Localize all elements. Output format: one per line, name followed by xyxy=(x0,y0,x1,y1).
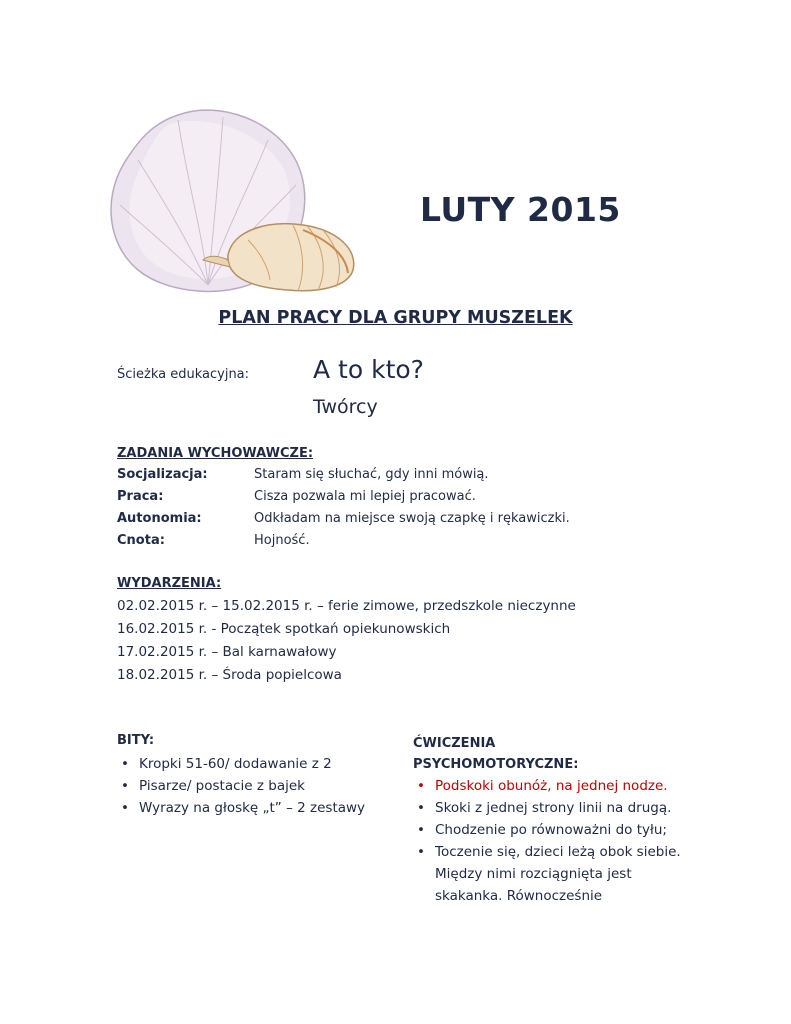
task-row xyxy=(117,489,476,504)
task-row xyxy=(117,533,310,548)
shell-illustration xyxy=(108,105,370,295)
list-item: • Chodzenie po równoważni do tyłu; xyxy=(413,819,698,841)
event-item: 02.02.2015 r. – 15.02.2015 r. – ferie zimowe, przedszkole nieczynne xyxy=(117,598,576,614)
event-item: 18.02.2015 r. – Środa popielcowa xyxy=(117,667,342,683)
task-row xyxy=(117,511,570,526)
event-item: 16.02.2015 r. - Początek spotkań opiekunowskich xyxy=(117,621,451,637)
list-item: • Podskoki obunóż, na jednej nodze. xyxy=(413,775,698,797)
task-key: Cnota: xyxy=(117,533,165,548)
task-key: Praca: xyxy=(117,489,164,504)
exercises-heading-line1: ĆWICZENIA xyxy=(413,736,496,751)
list-item: • Kropki 51-60/ dodawanie z 2 xyxy=(117,753,407,775)
list-item: • Wyrazy na głoskę „t” – 2 zestawy xyxy=(117,797,407,819)
path-title: A to kto? xyxy=(313,355,424,384)
task-key: Autonomia: xyxy=(117,511,202,526)
task-value: Odkładam na miejsce swoją czapkę i rękawiczki. xyxy=(254,511,570,526)
page-title: LUTY 2015 xyxy=(420,190,621,229)
path-subtitle: Twórcy xyxy=(313,396,378,418)
task-value: Staram się słuchać, gdy inni mówią. xyxy=(254,467,489,482)
events-heading: WYDARZENIA: xyxy=(117,576,222,591)
bits-column xyxy=(117,733,407,819)
exercises-list xyxy=(413,775,698,907)
bits-heading: BITY: xyxy=(117,733,155,748)
path-label: Ścieżka edukacyjna: xyxy=(117,367,250,382)
plan-title: PLAN PRACY DLA GRUPY MUSZELEK xyxy=(218,308,573,328)
bits-list xyxy=(117,753,407,819)
task-value: Cisza pozwala mi lepiej pracować. xyxy=(254,489,476,504)
exercises-column xyxy=(413,733,713,907)
exercises-heading-line2: PSYCHOMOTORYCZNE: xyxy=(413,757,579,772)
task-row xyxy=(117,467,489,482)
list-item: • Pisarze/ postacie z bajek xyxy=(117,775,407,797)
list-item: • Toczenie się, dzieci leżą obok siebie. Między nimi rozciągnięta jest skakanka. Równocześnie xyxy=(413,841,690,907)
task-key: Socjalizacja: xyxy=(117,467,208,482)
task-value: Hojność. xyxy=(254,533,310,548)
tasks-heading: ZADANIA WYCHOWAWCZE: xyxy=(117,446,314,461)
event-item: 17.02.2015 r. – Bal karnawałowy xyxy=(117,644,337,660)
list-item: • Skoki z jednej strony linii na drugą. xyxy=(413,797,685,819)
